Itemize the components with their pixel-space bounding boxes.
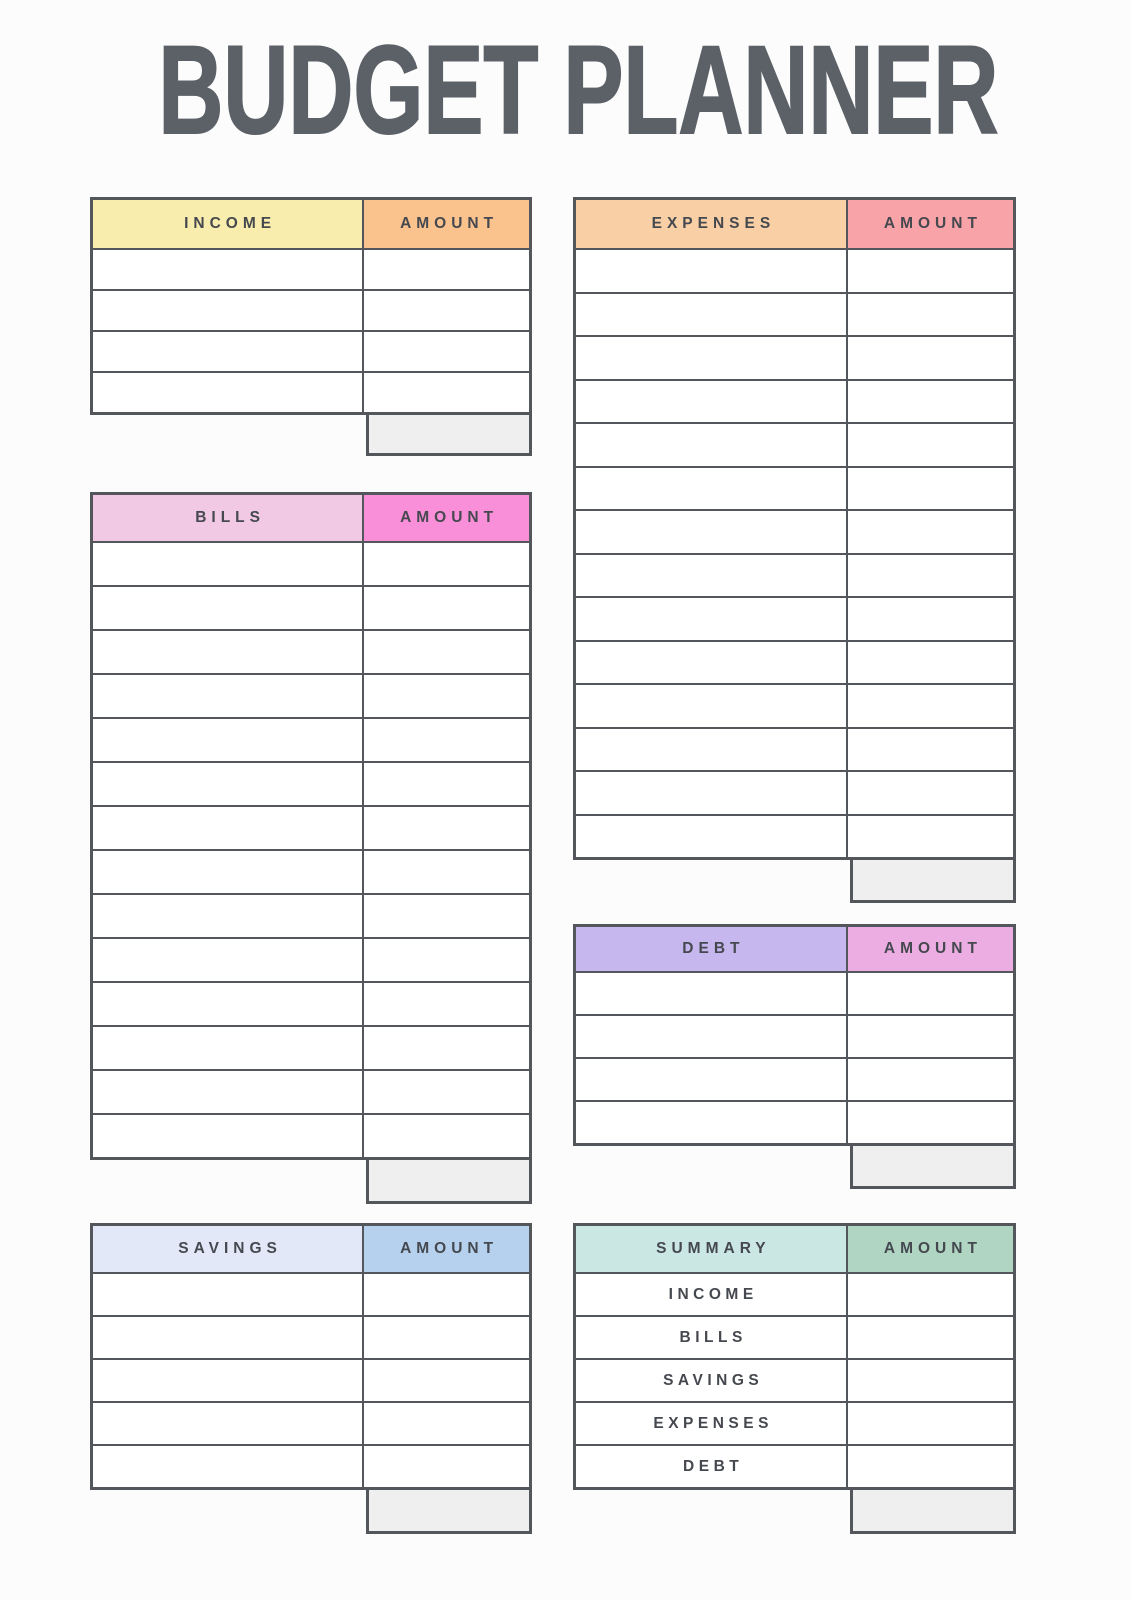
- bills-rows: [93, 541, 529, 1157]
- expenses-row: [576, 466, 1013, 510]
- expenses-item-cell: [576, 250, 848, 292]
- bills-row: [93, 673, 529, 717]
- summary-row: [576, 1444, 1013, 1487]
- debt-total-row: [573, 1146, 1016, 1189]
- savings-amount-cell: [364, 1403, 529, 1444]
- bills-item-cell: [93, 587, 364, 629]
- bills-item-cell: [93, 543, 364, 585]
- bills-row: [93, 1113, 529, 1157]
- summary-item-cell: EXPENSES: [576, 1403, 848, 1444]
- expenses-amount-cell: [848, 424, 1013, 466]
- expenses-amount-header-cell: AMOUNT: [848, 200, 1013, 248]
- expenses-amount-cell: [848, 772, 1013, 814]
- bills-amount-cell: [364, 983, 529, 1025]
- income-total-row: [90, 415, 532, 456]
- bills-amount-cell: [364, 851, 529, 893]
- summary-total-cell: [850, 1490, 1016, 1534]
- debt-row: [576, 1057, 1013, 1100]
- debt-table: [573, 924, 1016, 1189]
- income-row: [93, 371, 529, 412]
- summary-total-row: [573, 1490, 1016, 1534]
- debt-item-cell: [576, 1016, 848, 1057]
- savings-header-cell: SAVINGS: [93, 1226, 364, 1272]
- summary-item-cell: BILLS: [576, 1317, 848, 1358]
- debt-amount-cell: [848, 1016, 1013, 1057]
- income-item-cell: [93, 291, 364, 330]
- bills-amount-cell: [364, 587, 529, 629]
- summary-amount-cell: [848, 1274, 1013, 1315]
- savings-row: [93, 1444, 529, 1487]
- bills-item-cell: [93, 1027, 364, 1069]
- debt-header-cell: DEBT: [576, 927, 848, 971]
- expenses-amount-cell: [848, 816, 1013, 858]
- expenses-amount-cell: [848, 598, 1013, 640]
- bills-row: [93, 893, 529, 937]
- savings-row: [93, 1272, 529, 1315]
- bills-row: [93, 585, 529, 629]
- page-title: BUDGET PLANNER: [158, 21, 999, 160]
- expenses-item-cell: [576, 642, 848, 684]
- expenses-row: [576, 683, 1013, 727]
- summary-header-cell: SUMMARY: [576, 1226, 848, 1272]
- income-item-cell: [93, 373, 364, 412]
- expenses-total-row: [573, 860, 1016, 903]
- expenses-row: [576, 509, 1013, 553]
- bills-row: [93, 937, 529, 981]
- bills-item-cell: [93, 763, 364, 805]
- savings-total-cell: [366, 1490, 532, 1534]
- debt-item-cell: [576, 973, 848, 1014]
- bills-total-row: [90, 1160, 532, 1204]
- savings-amount-cell: [364, 1274, 529, 1315]
- savings-item-cell: [93, 1446, 364, 1487]
- income-item-cell: [93, 332, 364, 371]
- bills-amount-cell: [364, 1115, 529, 1157]
- debt-item-cell: [576, 1059, 848, 1100]
- savings-amount-cell: [364, 1360, 529, 1401]
- bills-amount-cell: [364, 719, 529, 761]
- debt-amount-header-cell: AMOUNT: [848, 927, 1013, 971]
- expenses-table: [573, 197, 1016, 903]
- bills-item-cell: [93, 1071, 364, 1113]
- bills-item-cell: [93, 851, 364, 893]
- savings-rows: [93, 1272, 529, 1487]
- summary-table-header-row: [576, 1226, 1013, 1272]
- expenses-row: [576, 727, 1013, 771]
- summary-amount-header-cell: AMOUNT: [848, 1226, 1013, 1272]
- expenses-row: [576, 770, 1013, 814]
- bills-amount-cell: [364, 675, 529, 717]
- income-rows: [93, 248, 529, 412]
- income-row: [93, 289, 529, 330]
- income-row: [93, 248, 529, 289]
- savings-amount-cell: [364, 1317, 529, 1358]
- bills-row: [93, 849, 529, 893]
- bills-table: [90, 492, 532, 1204]
- expenses-amount-cell: [848, 511, 1013, 553]
- income-amount-cell: [364, 332, 529, 371]
- bills-amount-cell: [364, 543, 529, 585]
- expenses-row: [576, 553, 1013, 597]
- income-amount-header-cell: AMOUNT: [364, 200, 529, 248]
- expenses-total-cell: [850, 860, 1016, 903]
- savings-table: [90, 1223, 532, 1534]
- bills-item-cell: [93, 983, 364, 1025]
- expenses-row: [576, 814, 1013, 858]
- savings-item-cell: [93, 1317, 364, 1358]
- bills-row: [93, 629, 529, 673]
- expenses-row: [576, 640, 1013, 684]
- income-amount-cell: [364, 373, 529, 412]
- income-row: [93, 330, 529, 371]
- savings-table-header-row: [93, 1226, 529, 1272]
- expenses-row: [576, 379, 1013, 423]
- expenses-item-cell: [576, 424, 848, 466]
- expenses-row: [576, 422, 1013, 466]
- bills-amount-header-cell: AMOUNT: [364, 495, 529, 541]
- bills-header-cell: BILLS: [93, 495, 364, 541]
- savings-amount-header-cell: AMOUNT: [364, 1226, 529, 1272]
- bills-item-cell: [93, 675, 364, 717]
- expenses-row: [576, 248, 1013, 292]
- bills-item-cell: [93, 807, 364, 849]
- expenses-item-cell: [576, 294, 848, 336]
- debt-rows: [576, 971, 1013, 1143]
- summary-item-cell: SAVINGS: [576, 1360, 848, 1401]
- expenses-row: [576, 292, 1013, 336]
- summary-row: [576, 1401, 1013, 1444]
- savings-row: [93, 1358, 529, 1401]
- income-table-header-row: [93, 200, 529, 248]
- bills-amount-cell: [364, 1071, 529, 1113]
- bills-row: [93, 1025, 529, 1069]
- income-amount-cell: [364, 250, 529, 289]
- expenses-item-cell: [576, 598, 848, 640]
- expenses-amount-cell: [848, 555, 1013, 597]
- bills-item-cell: [93, 939, 364, 981]
- debt-table-header-row: [576, 927, 1013, 971]
- expenses-row: [576, 335, 1013, 379]
- bills-amount-cell: [364, 939, 529, 981]
- bills-total-cell: [366, 1160, 532, 1204]
- savings-amount-cell: [364, 1446, 529, 1487]
- summary-table: [573, 1223, 1016, 1534]
- summary-table-grid: [573, 1223, 1016, 1490]
- income-table-grid: [90, 197, 532, 415]
- bills-amount-cell: [364, 631, 529, 673]
- bills-row: [93, 717, 529, 761]
- expenses-amount-cell: [848, 729, 1013, 771]
- expenses-amount-cell: [848, 468, 1013, 510]
- income-item-cell: [93, 250, 364, 289]
- savings-row: [93, 1401, 529, 1444]
- expenses-item-cell: [576, 685, 848, 727]
- income-amount-cell: [364, 291, 529, 330]
- expenses-row: [576, 596, 1013, 640]
- expenses-amount-cell: [848, 337, 1013, 379]
- bills-amount-cell: [364, 763, 529, 805]
- bills-table-grid: [90, 492, 532, 1160]
- savings-row: [93, 1315, 529, 1358]
- expenses-item-cell: [576, 816, 848, 858]
- expenses-table-grid: [573, 197, 1016, 860]
- debt-row: [576, 1014, 1013, 1057]
- summary-item-cell: INCOME: [576, 1274, 848, 1315]
- debt-item-cell: [576, 1102, 848, 1143]
- bills-item-cell: [93, 895, 364, 937]
- expenses-amount-cell: [848, 294, 1013, 336]
- summary-amount-cell: [848, 1360, 1013, 1401]
- summary-row: [576, 1315, 1013, 1358]
- summary-row: [576, 1358, 1013, 1401]
- expenses-item-cell: [576, 468, 848, 510]
- income-header-cell: INCOME: [93, 200, 364, 248]
- expenses-rows: [576, 248, 1013, 857]
- debt-amount-cell: [848, 1102, 1013, 1143]
- bills-item-cell: [93, 1115, 364, 1157]
- debt-row: [576, 1100, 1013, 1143]
- bills-row: [93, 805, 529, 849]
- debt-table-grid: [573, 924, 1016, 1146]
- savings-item-cell: [93, 1403, 364, 1444]
- debt-row: [576, 971, 1013, 1014]
- savings-total-row: [90, 1490, 532, 1534]
- savings-item-cell: [93, 1360, 364, 1401]
- summary-rows: [576, 1272, 1013, 1487]
- bills-row: [93, 761, 529, 805]
- bills-amount-cell: [364, 895, 529, 937]
- bills-amount-cell: [364, 1027, 529, 1069]
- expenses-table-header-row: [576, 200, 1013, 248]
- bills-row: [93, 1069, 529, 1113]
- summary-item-cell: DEBT: [576, 1446, 848, 1487]
- bills-amount-cell: [364, 807, 529, 849]
- expenses-amount-cell: [848, 685, 1013, 727]
- expenses-item-cell: [576, 772, 848, 814]
- summary-row: [576, 1272, 1013, 1315]
- expenses-header-cell: EXPENSES: [576, 200, 848, 248]
- summary-amount-cell: [848, 1446, 1013, 1487]
- summary-amount-cell: [848, 1317, 1013, 1358]
- bills-row: [93, 981, 529, 1025]
- expenses-item-cell: [576, 729, 848, 771]
- bills-item-cell: [93, 719, 364, 761]
- bills-row: [93, 541, 529, 585]
- bills-item-cell: [93, 631, 364, 673]
- debt-total-cell: [850, 1146, 1016, 1189]
- debt-amount-cell: [848, 973, 1013, 1014]
- expenses-item-cell: [576, 555, 848, 597]
- debt-amount-cell: [848, 1059, 1013, 1100]
- savings-table-grid: [90, 1223, 532, 1490]
- expenses-item-cell: [576, 337, 848, 379]
- bills-table-header-row: [93, 495, 529, 541]
- expenses-amount-cell: [848, 381, 1013, 423]
- income-total-cell: [366, 415, 532, 456]
- expenses-item-cell: [576, 381, 848, 423]
- expenses-item-cell: [576, 511, 848, 553]
- income-table: [90, 197, 532, 456]
- expenses-amount-cell: [848, 250, 1013, 292]
- savings-item-cell: [93, 1274, 364, 1315]
- summary-amount-cell: [848, 1403, 1013, 1444]
- expenses-amount-cell: [848, 642, 1013, 684]
